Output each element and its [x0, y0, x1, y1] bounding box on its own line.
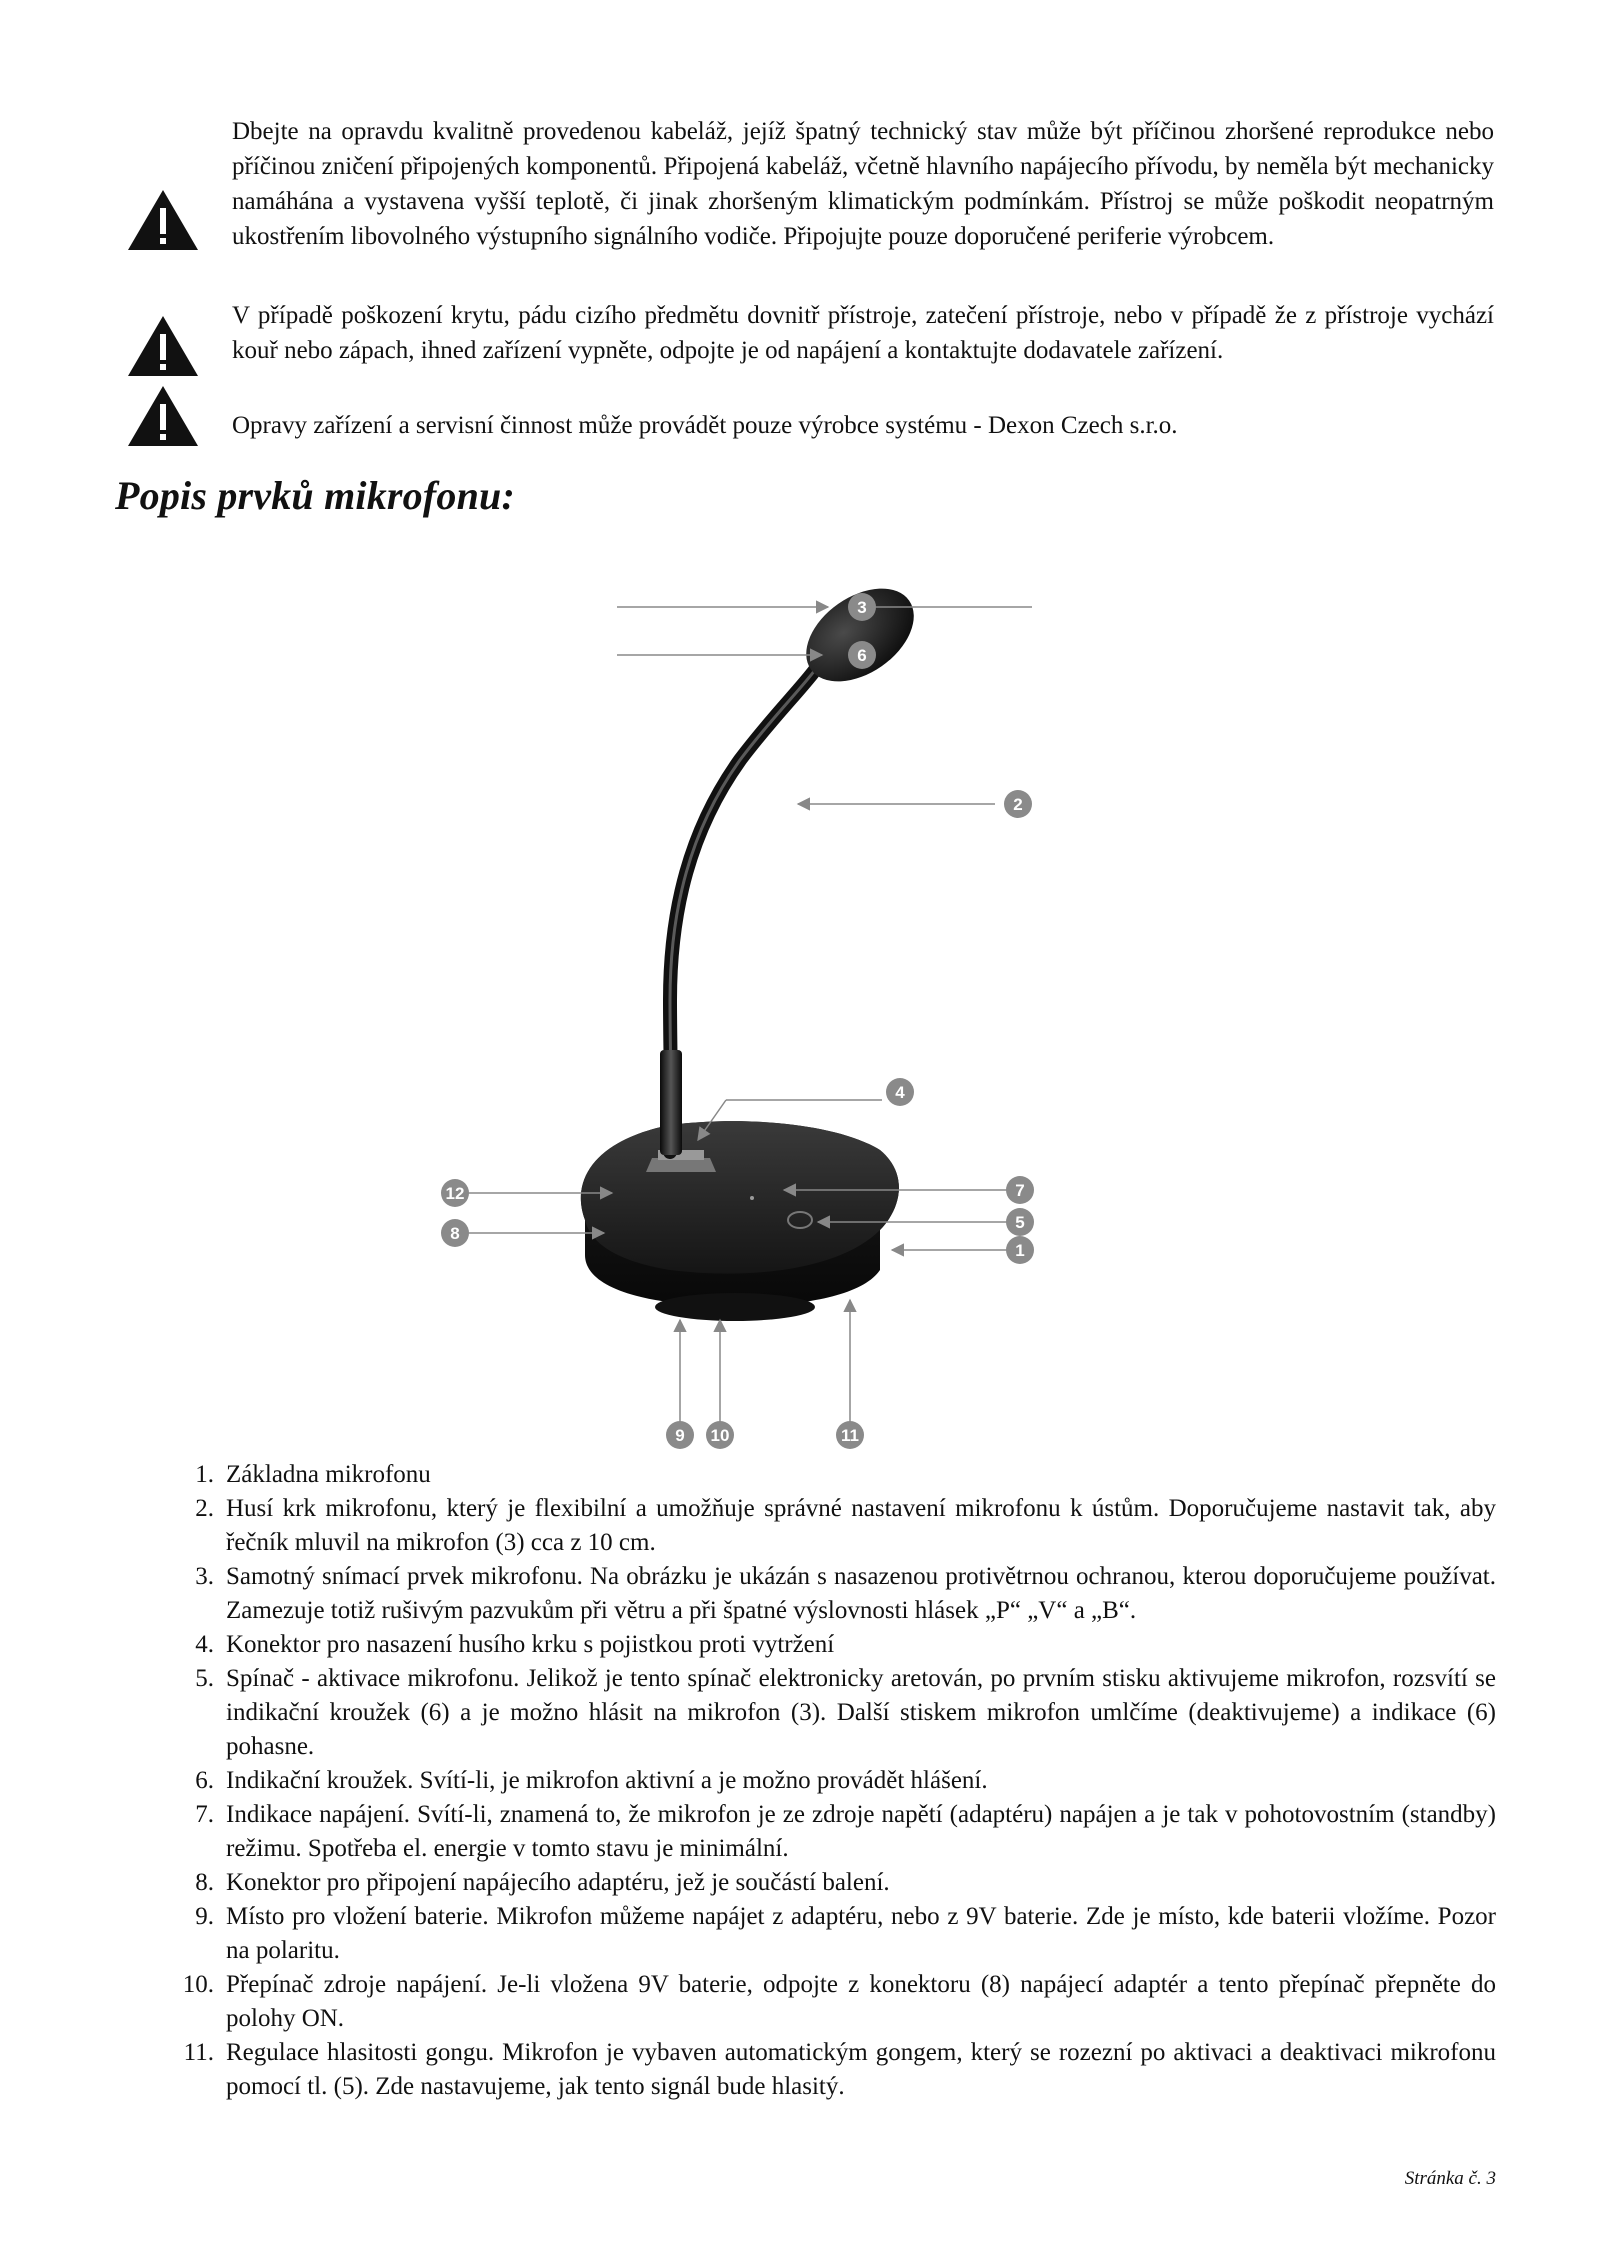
callout-number: 5 — [1015, 1213, 1025, 1232]
list-item — [170, 1458, 1496, 1492]
list-item-text: Samotný snímací prvek mikrofonu. Na obrázku je ukázán s nasazenou protivětrnou ochranou, kterou doporučujeme používat. Zamezuje totiž rušivým pazvukům při větru a při špatné výslovnosti hlásek „P“ „V“ a „B“. — [226, 1563, 1496, 1624]
callout-badge — [1006, 1176, 1034, 1204]
callout-number: 3 — [857, 598, 867, 617]
callout-number: 8 — [450, 1224, 460, 1243]
list-item — [170, 1628, 1496, 1662]
list-item — [170, 1560, 1496, 1628]
list-item — [170, 2036, 1496, 2104]
callout-number: 11 — [841, 1426, 859, 1445]
callout-badge — [848, 593, 876, 621]
callout-badge — [1004, 790, 1032, 818]
list-item-number: 8. — [195, 1869, 214, 1896]
warning-triangle-icon — [126, 188, 200, 252]
list-item-number: 6. — [195, 1767, 214, 1794]
callout-number: 10 — [710, 1426, 730, 1445]
feature-list — [170, 1458, 1496, 2104]
list-item-text: Místo pro vložení baterie. Mikrofon můžeme napájet z adaptéru, nebo z 9V baterie. Zde je místo, kde baterii vložíme. Pozor na polaritu. — [226, 1903, 1496, 1964]
list-item-number: 2. — [195, 1495, 214, 1522]
list-item-number: 4. — [195, 1631, 214, 1658]
callout-number: 7 — [1015, 1181, 1025, 1200]
callout-badge — [441, 1219, 469, 1247]
callout-badge — [441, 1179, 469, 1207]
section-heading: Popis prvků mikrofonu: — [115, 473, 516, 518]
list-item-number: 5. — [195, 1665, 214, 1692]
callout-badge — [1006, 1208, 1034, 1236]
list-item-number: 10. — [182, 1971, 214, 1998]
list-item — [170, 1968, 1496, 2036]
list-item-number: 11. — [183, 2039, 214, 2066]
list-item — [170, 1492, 1496, 1560]
list-item — [170, 1764, 1496, 1798]
microphone-figure — [420, 580, 1060, 1450]
callout-number: 6 — [857, 646, 867, 665]
callout-number: 2 — [1013, 795, 1023, 814]
callout-number: 12 — [445, 1184, 465, 1203]
warning-paragraph: V případě poškození krytu, pádu cizího předmětu dovnitř přístroje, zatečení přístroje, nebo v případě že z přístroje vychází kouř nebo zápach, ihned zařízení vypněte, odpojte je od napájení a kontaktujte dodavatele zařízení. — [232, 302, 1494, 364]
callout-badge — [1006, 1236, 1034, 1264]
callout-number: 1 — [1015, 1241, 1025, 1260]
callout-number: 9 — [675, 1426, 685, 1445]
callout-badge — [706, 1421, 734, 1449]
callout-number: 4 — [895, 1083, 905, 1102]
list-item-text: Spínač - aktivace mikrofonu. Jelikož je tento spínač elektronicky aretován, po prvním stisku aktivujeme mikrofon, rozsvítí se indikační kroužek (6) a je možno hlásit na mikrofon (3). Další stiskem mikrofon umlčíme (deaktivujeme) a indikace (6) pohasne. — [226, 1665, 1496, 1760]
list-item-text: Konektor pro nasazení husího krku s pojistkou proti vytržení — [226, 1631, 835, 1658]
list-item — [170, 1900, 1496, 1968]
warning-triangle-icon — [126, 314, 200, 378]
list-item — [170, 1866, 1496, 1900]
list-item — [170, 1798, 1496, 1866]
warning-paragraph: Dbejte na opravdu kvalitně provedenou kabeláž, jejíž špatný technický stav může být příčinou zhoršené reprodukce nebo příčinou zničení připojených komponentů. Připojená kabeláž, včetně hlavního napájecího přívodu, by neměla být mechanicky namáhána a vystavena vyšší teplotě, či jinak zhoršeným klimatickým podmínkám. Přístroj se může poškodit neopatrným ukostřením libovolného výstupního signálního vodiče. Připojujte pouze doporučené periferie výrobcem. — [232, 118, 1494, 250]
list-item-text: Přepínač zdroje napájení. Je-li vložena 9V baterie, odpojte z konektoru (8) napájecí adaptér a tento přepínač přepněte do polohy ON. — [226, 1971, 1496, 2032]
list-item-number: 7. — [195, 1801, 214, 1828]
warning-triangle-icon — [126, 384, 200, 448]
list-item-text: Indikace napájení. Svítí-li, znamená to, že mikrofon je ze zdroje napětí (adaptéru) napájen a je tak v pohotovostním (standby) režimu. Spotřeba el. energie v tomto stavu je minimální. — [226, 1801, 1496, 1862]
callout-badge — [848, 641, 876, 669]
list-item-text: Regulace hlasitosti gongu. Mikrofon je vybaven automatickým gongem, který se rozezní po aktivaci a deaktivaci mikrofonu pomocí tl. (5). Zde nastavujeme, jak tento signál bude hlasitý. — [226, 2039, 1496, 2100]
list-item-number: 1. — [195, 1461, 214, 1488]
list-item-text: Husí krk mikrofonu, který je flexibilní a umožňuje správné nastavení mikrofonu k ústům. Doporučujeme nastavit tak, aby řečník mluvil na mikrofon (3) cca z 10 cm. — [226, 1495, 1496, 1556]
warning-paragraph: Opravy zařízení a servisní činnost může provádět pouze výrobce systému - Dexon Czech s.r.o. — [232, 412, 1178, 439]
callout-badge — [886, 1078, 914, 1106]
callout-badge — [836, 1421, 864, 1449]
page-number: Stránka č. 3 — [1404, 2168, 1496, 2189]
list-item-text: Indikační kroužek. Svítí-li, je mikrofon aktivní a je možno provádět hlášení. — [226, 1767, 988, 1794]
callout-badge — [666, 1421, 694, 1449]
list-item — [170, 1662, 1496, 1764]
list-item-text: Základna mikrofonu — [226, 1461, 431, 1488]
list-item-number: 3. — [195, 1563, 214, 1590]
list-item-text: Konektor pro připojení napájecího adaptéru, jež je součástí balení. — [226, 1869, 890, 1896]
list-item-number: 9. — [195, 1903, 214, 1930]
